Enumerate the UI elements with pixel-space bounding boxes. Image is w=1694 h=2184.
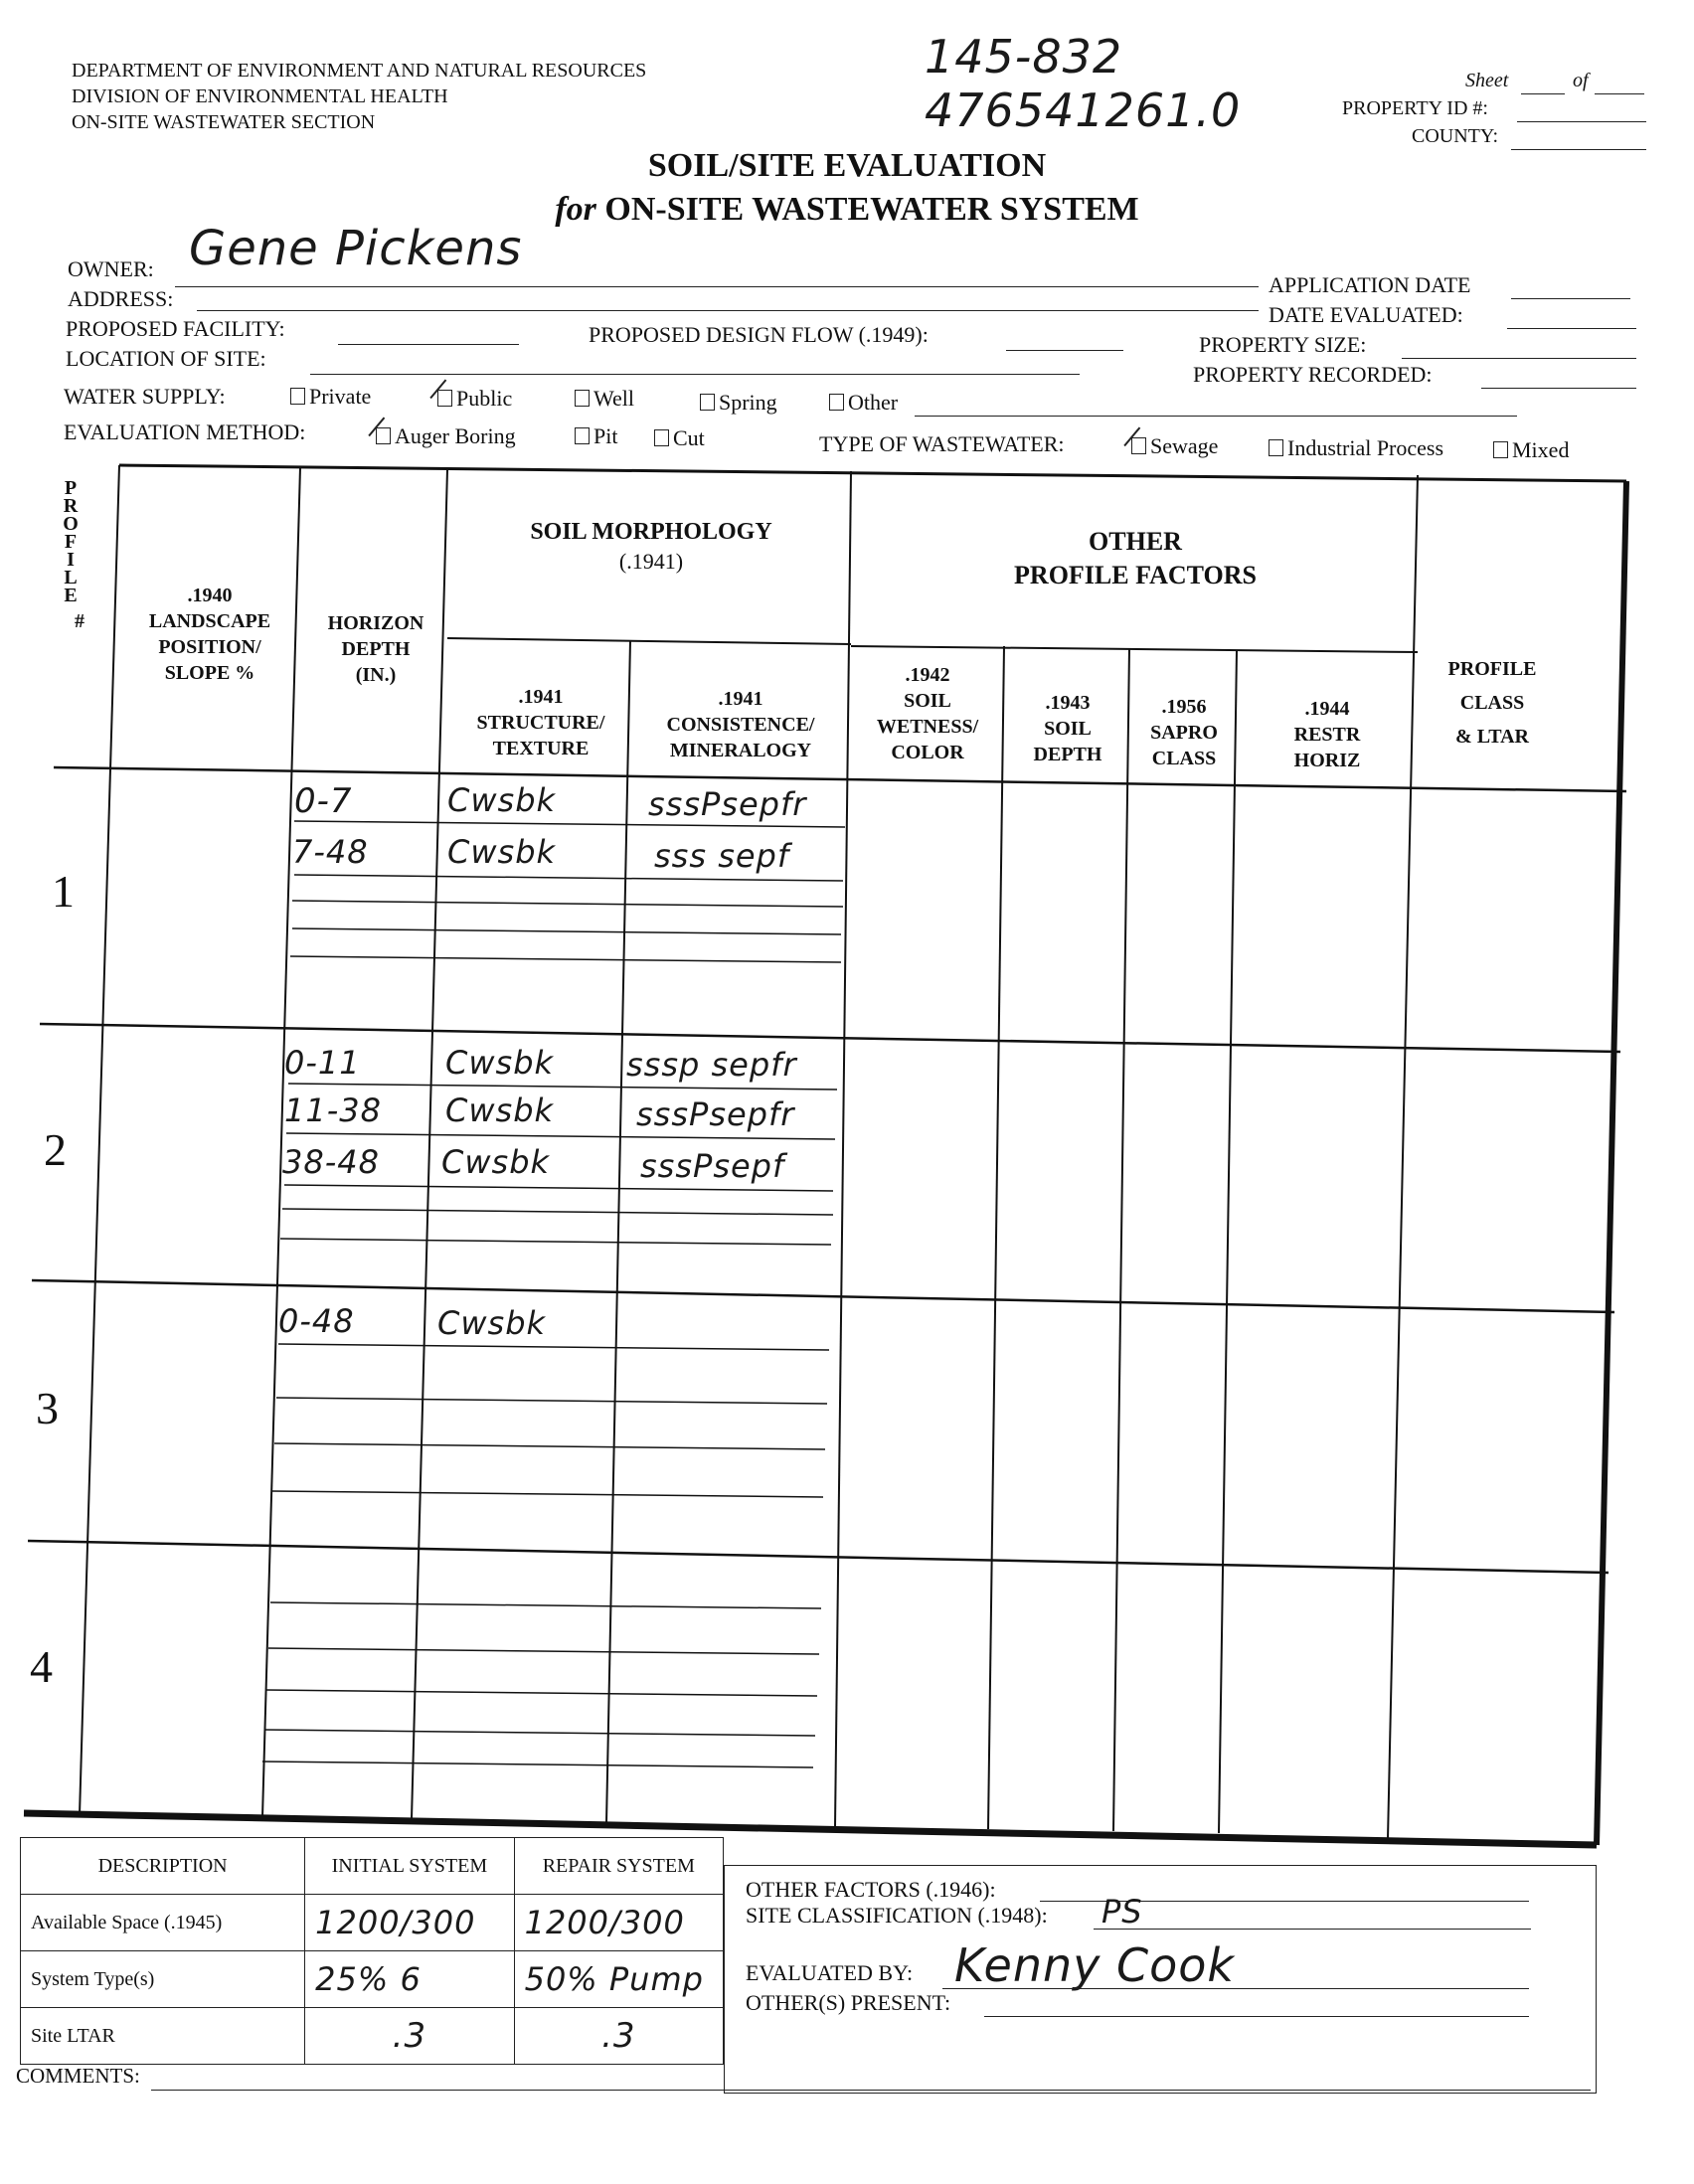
soil-depth-h1: SOIL xyxy=(1044,718,1092,740)
restr-h0: .1944 xyxy=(1304,698,1350,720)
wetness-header xyxy=(853,662,1002,765)
landscape-h2: POSITION/ xyxy=(158,636,261,658)
subtitle-main: ON-SITE WASTEWATER SYSTEM xyxy=(604,191,1139,228)
p2-r1-consistence: sssp sepfr xyxy=(626,1046,797,1084)
structure-h2: TEXTURE xyxy=(492,738,590,759)
proposed-facility-label: PROPOSED FACILITY: xyxy=(66,316,285,341)
others-present-label: OTHER(S) PRESENT: xyxy=(746,1990,951,2015)
summary-row-initial: 25% 6 xyxy=(305,1951,514,2008)
horizon-h0: HORIZON xyxy=(327,612,424,634)
wetness-h1: SOIL xyxy=(904,690,951,712)
soil-depth-header xyxy=(1006,690,1129,767)
site-class-label: SITE CLASSIFICATION (.1948): xyxy=(746,1903,1048,1928)
evaluation-method-label: EVALUATION METHOD: xyxy=(64,420,306,444)
consistence-h2: MINERALOGY xyxy=(669,740,812,761)
structure-h0: .1941 xyxy=(518,686,564,708)
agency-line-2: DIVISION OF ENVIRONMENTAL HEALTH xyxy=(72,85,448,107)
design-flow-label: PROPOSED DESIGN FLOW (.1949): xyxy=(589,322,929,347)
application-date-label: APPLICATION DATE xyxy=(1269,272,1471,297)
agency-line-1: DEPARTMENT OF ENVIRONMENT AND NATURAL RESOURCES xyxy=(72,60,647,82)
site-class-value: PS xyxy=(1101,1893,1143,1931)
soil-morphology-header xyxy=(453,517,849,577)
owner-label: OWNER: xyxy=(68,256,154,281)
wastewater-label: TYPE OF WASTEWATER: xyxy=(819,431,1065,456)
profile-number-4: 4 xyxy=(30,1641,53,1692)
p1-r1-depth: 0-7 xyxy=(294,781,353,821)
summary-row-label: Site LTAR xyxy=(21,2008,305,2065)
landscape-h1: LANDSCAPE xyxy=(148,610,271,632)
comments-label: COMMENTS: xyxy=(16,2064,140,2088)
wetness-h2: WETNESS/ xyxy=(876,716,979,738)
property-id-label: PROPERTY ID #: xyxy=(1342,97,1488,119)
sapro-h1: SAPRO xyxy=(1150,722,1218,744)
profile-class-h1: CLASS xyxy=(1459,692,1525,714)
horizon-header xyxy=(306,610,445,688)
summary-row xyxy=(21,2008,724,2065)
summary-row-repair: 1200/300 xyxy=(514,1895,723,1951)
subtitle-prefix: for xyxy=(555,191,596,228)
site-class-line xyxy=(1094,1929,1531,1930)
em-cut-label: Cut xyxy=(673,425,705,450)
evaluated-by-signature: Kenny Cook xyxy=(954,1938,1236,1992)
p1-r2-structure: Cwsbk xyxy=(447,833,557,871)
county-label: COUNTY: xyxy=(1412,125,1499,147)
profile-header-hash: # xyxy=(75,610,85,632)
address-label: ADDRESS: xyxy=(68,286,174,311)
p2-r1-structure: Cwsbk xyxy=(445,1044,555,1082)
wt-industrial-label: Industrial Process xyxy=(1287,435,1444,460)
property-recorded-label: PROPERTY RECORDED: xyxy=(1193,362,1433,387)
summary-col-repair: REPAIR SYSTEM xyxy=(514,1838,723,1895)
p1-r2-depth: 7-48 xyxy=(292,833,369,871)
p2-r2-consistence: sssPsepfr xyxy=(636,1095,795,1133)
property-size-label: PROPERTY SIZE: xyxy=(1199,332,1367,357)
location-label: LOCATION OF SITE: xyxy=(66,346,266,371)
soil-depth-h0: .1943 xyxy=(1045,692,1091,714)
landscape-header xyxy=(125,583,294,686)
handwritten-id-1: 145-832 xyxy=(925,30,1123,84)
restr-h1: RESTR xyxy=(1293,724,1361,746)
other-factors-header xyxy=(855,525,1416,592)
structure-h1: STRUCTURE/ xyxy=(476,712,605,734)
soil-morph-h1: (.1941) xyxy=(618,549,684,574)
p3-r1-structure: Cwsbk xyxy=(437,1304,547,1342)
summary-row-repair: 50% Pump xyxy=(514,1951,723,2008)
profile-header xyxy=(60,477,99,632)
other-factors-label: OTHER FACTORS (.1946): xyxy=(746,1877,996,1902)
ws-spring-label: Spring xyxy=(719,390,777,415)
summary-row-initial: 1200/300 xyxy=(305,1895,514,1951)
wetness-h0: .1942 xyxy=(905,664,950,686)
of-label: of xyxy=(1573,70,1589,91)
sapro-h0: .1956 xyxy=(1161,696,1207,718)
restr-h2: HORIZ xyxy=(1293,750,1361,771)
summary-row xyxy=(21,1895,724,1951)
comments-line xyxy=(151,2090,1591,2091)
soil-depth-h2: DEPTH xyxy=(1033,744,1102,765)
summary-row-initial: .3 xyxy=(305,2008,514,2065)
consistence-h0: .1941 xyxy=(718,688,763,710)
p2-r1-depth: 0-11 xyxy=(284,1044,361,1082)
p1-r2-consistence: sss sepf xyxy=(654,837,790,875)
p1-r1-structure: Cwsbk xyxy=(447,781,557,819)
profile-number-3: 3 xyxy=(36,1383,59,1433)
others-present-line xyxy=(984,2016,1529,2017)
water-supply-label: WATER SUPPLY: xyxy=(64,384,226,409)
landscape-h0: .1940 xyxy=(187,585,233,606)
sheet-label: Sheet xyxy=(1465,70,1509,91)
profile-class-header xyxy=(1418,652,1567,754)
p2-r3-consistence: sssPsepf xyxy=(640,1147,785,1185)
profile-number-2: 2 xyxy=(44,1124,67,1175)
consistence-header xyxy=(634,686,847,763)
p2-r2-structure: Cwsbk xyxy=(445,1092,555,1129)
agency-line-3: ON-SITE WASTEWATER SECTION xyxy=(72,111,376,133)
profile-number-1: 1 xyxy=(52,866,75,917)
owner-value: Gene Pickens xyxy=(189,221,523,276)
wt-mixed-label: Mixed xyxy=(1512,437,1570,462)
wt-sewage-label: Sewage xyxy=(1150,433,1219,458)
soil-morph-h0: SOIL MORPHOLOGY xyxy=(530,519,772,545)
landscape-h3: SLOPE % xyxy=(164,662,255,684)
form-title: SOIL/SITE EVALUATION xyxy=(647,147,1047,184)
other-factors-h1: PROFILE FACTORS xyxy=(1014,561,1257,589)
ws-other-label: Other xyxy=(848,390,899,415)
ws-public-label: Public xyxy=(456,386,513,411)
em-pit-label: Pit xyxy=(593,423,618,448)
summary-row xyxy=(21,1951,724,2008)
p2-r3-depth: 38-48 xyxy=(282,1143,380,1181)
p3-r1-depth: 0-48 xyxy=(278,1302,355,1340)
restr-header xyxy=(1239,696,1416,773)
structure-header xyxy=(451,684,630,761)
profile-header-text: PROFILE xyxy=(60,477,82,602)
date-evaluated-label: DATE EVALUATED: xyxy=(1269,302,1463,327)
sapro-h2: CLASS xyxy=(1151,748,1217,769)
em-auger-label: Auger Boring xyxy=(395,423,516,448)
summary-header-row xyxy=(21,1838,724,1895)
summary-row-repair: .3 xyxy=(514,2008,723,2065)
profile-class-h2: & LTAR xyxy=(1455,726,1529,748)
p2-r2-depth: 11-38 xyxy=(284,1092,382,1129)
wetness-h3: COLOR xyxy=(891,742,964,763)
horizon-h1: DEPTH xyxy=(341,638,411,660)
handwritten-id-2: 476541261.0 xyxy=(925,84,1242,137)
profile-class-h0: PROFILE xyxy=(1447,658,1537,680)
summary-row-label: Available Space (.1945) xyxy=(21,1895,305,1951)
consistence-h1: CONSISTENCE/ xyxy=(666,714,815,736)
summary-col-description: DESCRIPTION xyxy=(21,1838,305,1895)
evaluated-by-line xyxy=(942,1988,1529,1989)
horizon-h2: (IN.) xyxy=(355,664,397,686)
ws-private-label: Private xyxy=(309,384,372,409)
p2-r3-structure: Cwsbk xyxy=(441,1143,551,1181)
system-summary-table xyxy=(20,1837,724,2065)
ws-well-label: Well xyxy=(593,386,634,411)
other-factors-h0: OTHER xyxy=(1089,527,1182,556)
summary-col-initial: INITIAL SYSTEM xyxy=(305,1838,514,1895)
sapro-header xyxy=(1131,694,1237,771)
evaluated-by-label: EVALUATED BY: xyxy=(746,1960,914,1985)
p1-r1-consistence: sssPsepfr xyxy=(648,785,807,823)
summary-row-label: System Type(s) xyxy=(21,1951,305,2008)
